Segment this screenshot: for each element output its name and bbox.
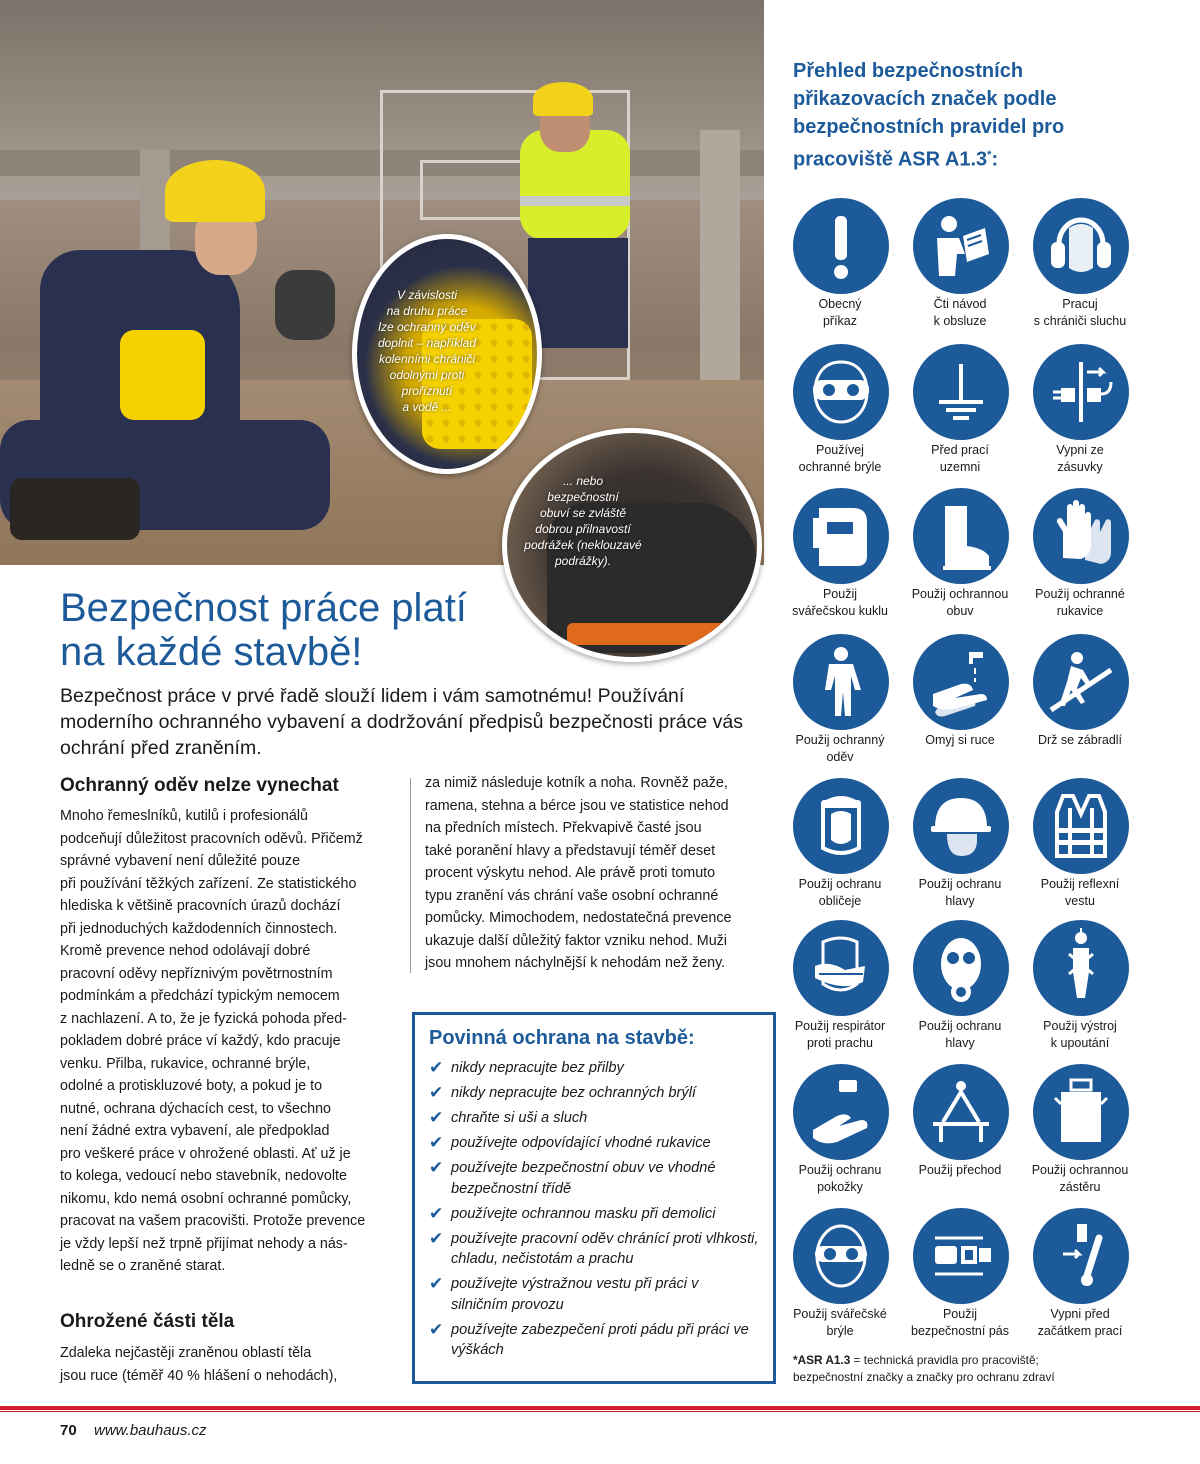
text-line: podmínkám a předchází typickým nemocem: [60, 988, 340, 1004]
text-line: Kromě prevence nehod odolávají dobré: [60, 943, 311, 959]
box-title: Povinná ochrana na stavbě:: [429, 1027, 695, 1049]
text-line: typu zranění vás chrání vaše osobní ochranné: [425, 887, 719, 904]
sign-label: [780, 1018, 900, 1051]
sign-label-line-2: zástěru: [1059, 1179, 1101, 1194]
text-line: také poranění hlavy a představují téměř deset: [425, 842, 716, 859]
sign-label-line-2: svářečskou kuklu: [792, 603, 888, 618]
text-line: není žádné extra vybavení, ale předpoklad: [60, 1123, 330, 1139]
sign-label-line-1: Vypni ze: [1056, 443, 1104, 457]
reflective-stripe: [520, 196, 630, 206]
text-line: pokladem dobré práce ví každý, kdo pracuje: [60, 1033, 341, 1049]
sign-label-line-2: obličeje: [818, 893, 862, 908]
helmet-icon: [913, 778, 1009, 874]
sign-label: [1020, 1162, 1140, 1195]
welding-mask-icon: [793, 488, 889, 584]
text-line: hlediska k většině pracovních úrazů dochází: [60, 898, 341, 914]
sign-label: [780, 876, 900, 909]
text-line: při používání těžkých zařízení. Ze statistického: [60, 875, 357, 892]
text-line: správné vybavení není důležité pouze: [60, 853, 301, 869]
checklist-item: [429, 1274, 759, 1315]
boot-sole: [567, 623, 747, 645]
sign-label: [780, 442, 900, 475]
title-line-2: přikazovacích značek podle: [793, 88, 1057, 110]
sign-label-line-1: Použij ochranu: [798, 877, 882, 891]
text-line: podceňují důležitost pracovních oděvů. Přičemž: [60, 830, 363, 847]
checklist-item: [429, 1158, 759, 1199]
handrail-icon: [1033, 634, 1129, 730]
checklist-text: používejte pracovní oděv chránící proti vlhkosti, chladu, nečistotám a prachu: [451, 1230, 759, 1267]
title-line-1: Přehled bezpečnostních: [793, 60, 1024, 82]
sign-label-line-1: Použij ochrannou: [1031, 1163, 1129, 1177]
sign-label-line-1: Čti návod: [933, 297, 987, 311]
sign-label-line-2: vestu: [1065, 893, 1095, 908]
title-asterisk: *: [987, 149, 992, 161]
checklist-item: [429, 1320, 759, 1361]
footnote-line-2: bezpečnostní značky a značky pro ochranu zdraví: [793, 1370, 1055, 1384]
worker-helmet: [533, 82, 593, 116]
exclamation-icon: [793, 198, 889, 294]
checklist-text: používejte výstražnou vestu při práci v silničním provozu: [451, 1276, 699, 1313]
manual-icon: [913, 198, 1009, 294]
worker-trousers: [528, 238, 628, 348]
checklist-text: používejte ochrannou masku při demolici: [451, 1205, 716, 1222]
sign-label-line-1: Použij ochranu: [918, 1019, 1002, 1033]
title-line-4: pracoviště ASR A1.3: [793, 148, 988, 171]
sign-label-line-1: Obecný: [818, 297, 862, 311]
checklist-item: [429, 1083, 759, 1104]
sign-label: [900, 876, 1020, 909]
section1-body: [60, 805, 405, 1278]
footer-rule-thin: [0, 1411, 1200, 1412]
worker-helmet: [165, 160, 265, 222]
sign-label-line-1: Použij svářečské: [793, 1307, 887, 1321]
sign-label-line-1: Omyj si ruce: [925, 733, 995, 747]
footnote-definition: = technická pravidla pro pracoviště;: [850, 1353, 1039, 1367]
page-number: 70: [60, 1422, 77, 1439]
website-link[interactable]: www.bauhaus.cz: [94, 1422, 207, 1439]
text-line: jsou mnohem náchylnější k nehodám než ženy.: [425, 955, 726, 971]
crossing-icon: [913, 1064, 1009, 1160]
sign-label: [780, 296, 900, 329]
text-line: jsou ruce (téměř 40 % hlášení o nehodách),: [60, 1367, 338, 1384]
sign-label: [900, 1162, 1020, 1179]
headline-line-2: na každé stavbě!: [60, 630, 363, 674]
checkmark-icon: ✔: [429, 1203, 444, 1223]
footnote-term: *ASR A1.3: [793, 1353, 851, 1367]
checklist-item: [429, 1204, 759, 1225]
bubble-caption-1: V závislosti na druhu práce lze ochranný oděv doplnit – například kolenními chrániči odolnými proti proříznutí a vodě ...: [377, 288, 477, 414]
harness-icon: [1033, 920, 1129, 1016]
sign-label: [900, 442, 1020, 475]
checkmark-icon: ✔: [429, 1108, 444, 1127]
goggles-icon: [793, 344, 889, 440]
title-line-3: bezpečnostních pravidel pro: [793, 116, 1065, 138]
wash-hands-icon: [913, 634, 1009, 730]
sign-label: [1020, 732, 1140, 749]
sign-label-line-2: proti prachu: [806, 1035, 873, 1050]
text-line: za nimiž následuje kotník a noha. Rovněž paže,: [425, 775, 728, 791]
respirator-icon: [793, 920, 889, 1016]
sign-label-line-2: s chrániči sluchu: [1033, 313, 1127, 328]
sign-label-line-1: Před prací: [931, 443, 989, 457]
checklist-item: [429, 1108, 759, 1129]
knee-pad-detail-bubble: [352, 234, 542, 474]
sign-label-line-2: zásuvky: [1057, 459, 1103, 474]
sign-label: [1020, 586, 1140, 619]
sign-label-line-2: bezpečnostní pás: [911, 1323, 1009, 1338]
sign-label-line-2: uzemni: [939, 459, 981, 474]
title-colon: :: [991, 148, 999, 171]
sign-label-line-1: Použij ochranný: [795, 733, 885, 747]
section2-body: [60, 1342, 405, 1387]
checkmark-icon: ✔: [429, 1058, 444, 1077]
checkmark-icon: ✔: [429, 1319, 444, 1339]
photo-pillar: [700, 130, 740, 390]
checklist-text: nikdy nepracujte bez přilby: [451, 1060, 624, 1076]
text-line: venku. Přilba, rukavice, ochranné brýle,: [60, 1055, 311, 1072]
checklist-text: nikdy nepracujte bez ochranných brýlí: [451, 1085, 696, 1101]
sign-label-line-1: Použij reflexní: [1040, 877, 1120, 891]
text-line: z nachlazení. A to, že je fyzická pohoda před-: [60, 1010, 347, 1027]
sign-label-line-1: Použij ochranu: [798, 1163, 882, 1177]
switch-off-icon: [1033, 1208, 1129, 1304]
checklist-text: používejte odpovídající vhodné rukavice: [451, 1135, 711, 1151]
sign-label-line-1: Použij respirátor: [794, 1019, 886, 1033]
checkmark-icon: ✔: [429, 1158, 444, 1177]
column-divider: [410, 778, 411, 973]
signs-overview-title: [793, 57, 1173, 174]
sign-label: [1020, 296, 1140, 329]
face-shield-icon: [793, 778, 889, 874]
sign-label: [1020, 1018, 1140, 1051]
bubble-caption-2: ... nebo bezpečnostní obuví se zvláště dobrou přilnavostí podrážek (neklouzavé podrážky).: [524, 474, 642, 568]
sign-label-line-1: Použij výstroj: [1043, 1019, 1117, 1033]
text-line: na předních místech. Překvapivě časté jsou: [425, 820, 702, 836]
background-worker: [275, 270, 335, 340]
sign-label: [1020, 876, 1140, 909]
page-headline: [60, 586, 510, 674]
sign-label-line-2: hlavy: [945, 893, 975, 908]
sign-label-line-1: Použij ochranu: [918, 877, 1002, 891]
sign-label-line-1: Drž se zábradlí: [1037, 733, 1123, 747]
sign-label: [1020, 1306, 1140, 1339]
section1-heading: Ochranný oděv nelze vynechat: [60, 775, 339, 796]
sign-label: [780, 1162, 900, 1195]
sign-label-line-1: Použij: [822, 587, 858, 601]
text-line: při jednoduchých každodenních činnostech.: [60, 920, 338, 937]
sign-label-line-2: hlavy: [945, 1035, 975, 1050]
column2-body: [425, 772, 770, 975]
text-line: ledně se o zraněné starat.: [60, 1258, 226, 1274]
checklist-text: chraňte si uši a sluch: [451, 1110, 588, 1126]
sign-label-line-1: Pracuj: [1062, 297, 1098, 311]
sign-label-line-2: k upoutání: [1050, 1035, 1110, 1050]
sign-label-line-1: Vypni před: [1050, 1307, 1110, 1321]
text-line: ramena, stehna a bérce jsou ve statistice nehod: [425, 797, 729, 814]
sign-label-line-2: ochranné brýle: [798, 459, 882, 474]
gloves-icon: [1033, 488, 1129, 584]
sign-label: [780, 732, 900, 765]
ear-protection-icon: [1033, 198, 1129, 294]
sign-label: [1020, 442, 1140, 475]
sign-label: [900, 732, 1020, 749]
checkmark-icon: ✔: [429, 1228, 444, 1248]
boot-detail-bubble: [502, 428, 762, 662]
boot-icon: [913, 488, 1009, 584]
worker-boot: [10, 478, 140, 540]
text-line: ukazuje další důležitý faktor vzniku nehod. Muži: [425, 932, 727, 949]
sign-label-line-1: Použij: [942, 1307, 978, 1321]
sign-label-line-2: oděv: [826, 749, 854, 764]
apron-icon: [1033, 1064, 1129, 1160]
checkmark-icon: ✔: [429, 1133, 444, 1152]
checklist-item: [429, 1229, 759, 1270]
sign-label: [900, 586, 1020, 619]
overall-icon: [793, 634, 889, 730]
checkmark-icon: ✔: [429, 1083, 444, 1102]
sign-label: [780, 586, 900, 619]
section2-heading: Ohrožené části těla: [60, 1311, 235, 1332]
sign-label-line-1: Používej: [816, 443, 864, 457]
text-line: Zdaleka nejčastěji zraněnou oblastí těla: [60, 1345, 312, 1361]
text-line: nikomu, kdo nemá osobní ochranné pomůcky,: [60, 1190, 352, 1207]
sign-label-line-2: rukavice: [1056, 603, 1104, 618]
text-line: odolné a protiskluzové boty, a pokud je to: [60, 1078, 323, 1094]
ground-icon: [913, 344, 1009, 440]
box-checklist: [429, 1058, 759, 1361]
sign-label: [900, 296, 1020, 329]
sign-label-line-2: příkaz: [822, 313, 858, 328]
vest-icon: [1033, 778, 1129, 874]
sign-label: [900, 1306, 1020, 1339]
checklist-text: používejte zabezpečení proti pádu při práci ve výškách: [451, 1321, 749, 1358]
unplug-icon: [1033, 344, 1129, 440]
knee-pad: [120, 330, 205, 420]
welding-goggles-icon: [793, 1208, 889, 1304]
checkmark-icon: ✔: [429, 1274, 444, 1293]
sign-label-line-2: brýle: [826, 1323, 854, 1338]
checklist-text: používejte bezpečnostní obuv ve vhodné bezpečnostní třídě: [451, 1160, 716, 1197]
lead-paragraph: Bezpečnost práce v prvé řadě slouží lidem i vám samotnému! Používání moderního ochranného vybavení a dodržování předpisů bezpečnosti práce vás ochrání před zraněním.: [60, 685, 743, 759]
sign-label-line-2: začátkem prací: [1037, 1323, 1123, 1338]
sign-label-line-2: obuv: [946, 603, 974, 618]
text-line: pomůcky. Mimochodem, nedostatečná prevence: [425, 910, 732, 926]
gas-mask-icon: [913, 920, 1009, 1016]
sign-label-line-2: k obsluze: [933, 313, 987, 328]
headline-line-1: Bezpečnost práce platí: [60, 586, 467, 630]
sign-label: [780, 1306, 900, 1339]
footnote: [793, 1352, 1193, 1386]
sign-label-line-1: Použij ochranné: [1035, 587, 1125, 601]
text-line: nutné, ochrana dýchacích cest, to všechno: [60, 1100, 332, 1117]
sign-label-line-2: pokožky: [817, 1179, 863, 1194]
text-line: pro veškeré práce v ohrožené oblasti. Ať už je: [60, 1145, 351, 1162]
text-line: Mnoho řemeslníků, kutilů i profesionálů: [60, 808, 308, 824]
footer-rule: [0, 1406, 1200, 1410]
text-line: to kolega, vedoucí nebo stavebník, nedovolte: [60, 1168, 347, 1184]
text-line: je vždy lepší než trpně přijímat nehody a nás-: [60, 1235, 348, 1252]
checklist-item: [429, 1133, 759, 1154]
checklist-item: [429, 1058, 759, 1079]
text-line: pracovní oděvy nepříznivým povětrnostním: [60, 965, 333, 982]
mandatory-protection-box: [412, 1012, 776, 1384]
sign-label-line-1: Použij přechod: [918, 1163, 1002, 1177]
seatbelt-icon: [913, 1208, 1009, 1304]
text-line: pracovat na vašem pracovišti. Protože prevence: [60, 1213, 366, 1229]
sign-label-line-1: Použij ochrannou: [911, 587, 1009, 601]
skin-cream-icon: [793, 1064, 889, 1160]
text-line: procent výskytu nehod. Ale právě proti tomuto: [425, 865, 716, 881]
sign-label: [900, 1018, 1020, 1051]
